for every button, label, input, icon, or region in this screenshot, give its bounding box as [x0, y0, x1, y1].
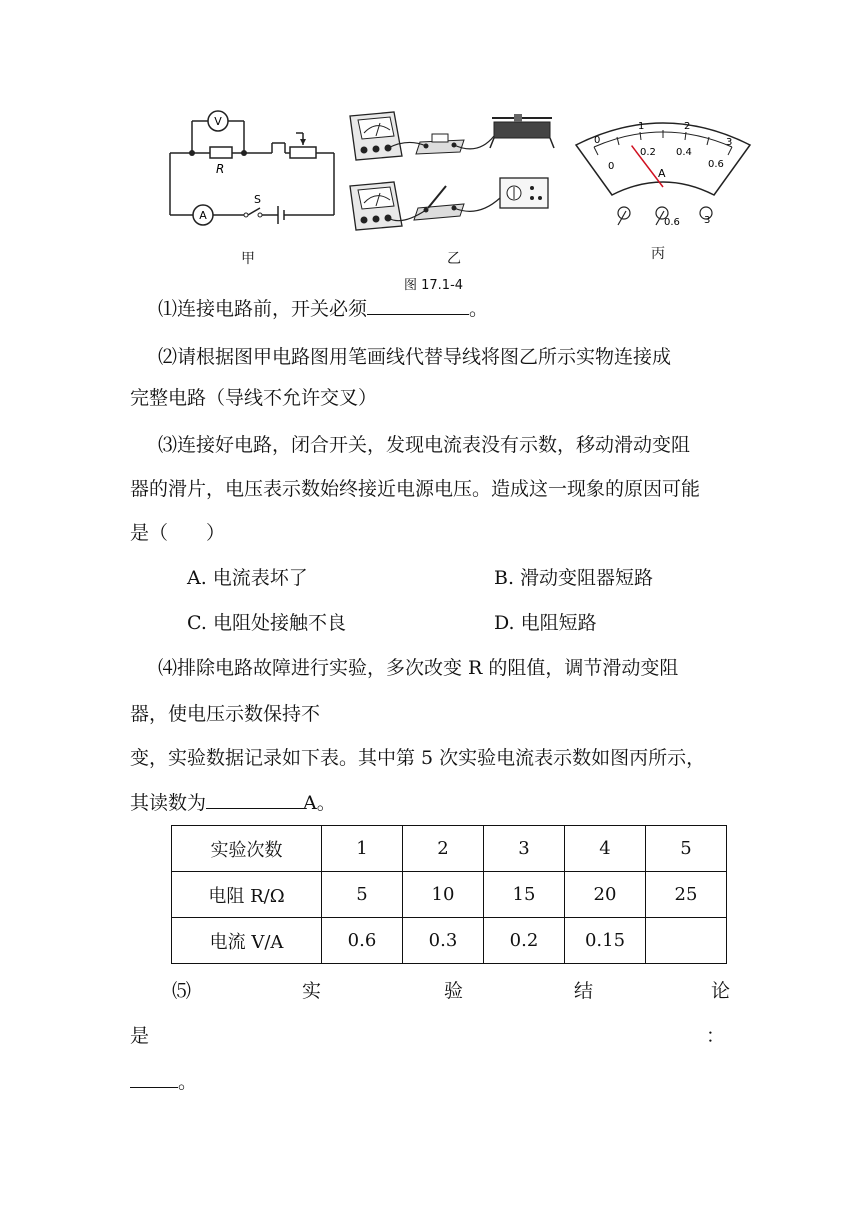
- table-cell: 10: [403, 872, 484, 918]
- terminal-label-3: 3: [704, 215, 711, 226]
- question-4-line-4: 其读数为 A。: [130, 792, 336, 814]
- resistor-label: R: [216, 162, 225, 176]
- physical-components-yi: [342, 108, 557, 240]
- question-2-line-2: 完整电路（导线不允许交叉）: [130, 387, 378, 409]
- table-cell: 0.3: [403, 918, 484, 964]
- row-header: 实验次数: [172, 826, 322, 872]
- answer-blank-5: [130, 1069, 178, 1088]
- rheostat-device: [490, 114, 554, 148]
- question-5-line-3: 。: [130, 1069, 197, 1094]
- table-cell: 5: [322, 872, 403, 918]
- table-cell: 3: [484, 826, 565, 872]
- table-cell: 25: [646, 872, 727, 918]
- question-5-char-5: 论: [711, 980, 731, 1002]
- table-cell: 1: [322, 826, 403, 872]
- figure-label-jia: 甲: [241, 251, 255, 267]
- table-cell: 20: [565, 872, 646, 918]
- dial-bottom-tick-0.4: 0.4: [676, 147, 692, 158]
- figure-label-yi: 乙: [447, 251, 461, 267]
- question-5-char-3: 验: [444, 980, 464, 1002]
- question-3-line-2: 器的滑片，电压表示数始终接近电源电压。造成这一现象的原因可能: [130, 478, 701, 500]
- junction-dot: [241, 150, 247, 156]
- ammeter-dial-bing: [568, 103, 758, 233]
- answer-blank-1: [367, 296, 469, 315]
- table-cell: 0.15: [565, 918, 646, 964]
- table-cell: 4: [565, 826, 646, 872]
- figure-label-bing: 丙: [651, 246, 665, 262]
- row-header: 电阻 R/Ω: [172, 872, 322, 918]
- terminal-label-0.6: 0.6: [664, 217, 680, 228]
- table-cell: 15: [484, 872, 565, 918]
- table-cell: 5: [646, 826, 727, 872]
- dial-unit: A: [658, 167, 666, 180]
- ammeter-device: [350, 182, 402, 230]
- option-d: D. 电阻短路: [494, 612, 597, 634]
- question-5-line-2-end: ：: [706, 1025, 726, 1047]
- option-c: C. 电阻处接触不良: [187, 612, 346, 634]
- figure-caption: 图 17.1-4: [404, 278, 464, 293]
- voltmeter-symbol: V: [214, 115, 222, 128]
- table-cell: 0.6: [322, 918, 403, 964]
- question-1: ⑴连接电路前，开关必须 。: [158, 298, 489, 320]
- row-header: 电流 V/A: [172, 918, 322, 964]
- switch-label: S: [254, 193, 261, 206]
- table-cell: [646, 918, 727, 964]
- option-b: B. 滑动变阻器短路: [494, 567, 654, 589]
- switch-device: [414, 186, 464, 220]
- question-5-line-2-start: 是: [130, 1025, 150, 1047]
- question-1-text: ⑴连接电路前，开关必须: [158, 298, 368, 320]
- question-4-line-2: 器，使电压示数保持不: [130, 703, 321, 725]
- table-row: [172, 826, 727, 872]
- circuit-diagram-jia: [160, 105, 345, 230]
- question-3-line-1: ⑶连接好电路，闭合开关，发现电流表没有示数，移动滑动变阻: [158, 434, 691, 456]
- dial-bottom-tick-0.6: 0.6: [708, 159, 724, 170]
- question-3-line-3: 是（ ）: [130, 522, 226, 544]
- question-4-line-3: 变，实验数据记录如下表。其中第 5 次实验电流表示数如图丙所示，: [130, 747, 706, 769]
- ammeter-symbol: A: [199, 209, 207, 222]
- dial-top-tick-3: 3: [726, 137, 733, 148]
- dial-top-tick-2: 2: [684, 121, 691, 132]
- question-5-char-4: 结: [574, 980, 594, 1002]
- table-cell: 0.2: [484, 918, 565, 964]
- answer-blank-4: [206, 790, 303, 809]
- power-supply-device: [500, 178, 548, 208]
- dial-top-tick-0: 0: [594, 135, 601, 146]
- junction-dot: [189, 150, 195, 156]
- dial-bottom-tick-0.2: 0.2: [640, 147, 656, 158]
- resistor-device: [416, 134, 464, 154]
- data-table: [171, 825, 727, 964]
- question-5-char-2: 实: [302, 980, 322, 1002]
- table-cell: 2: [403, 826, 484, 872]
- voltmeter-device: [350, 112, 402, 160]
- question-5-char-1: ⑸: [172, 980, 192, 1002]
- option-a: A. 电流表坏了: [187, 567, 308, 589]
- dial-bottom-tick-0: 0: [608, 161, 615, 172]
- table-row: [172, 918, 727, 964]
- question-2-line-1: ⑵请根据图甲电路图用笔画线代替导线将图乙所示实物连接成: [158, 346, 672, 368]
- question-4-line-1: ⑷排除电路故障进行实验，多次改变 R 的阻值，调节滑动变阻: [158, 657, 679, 679]
- dial-top-tick-1: 1: [638, 121, 645, 132]
- table-row: [172, 872, 727, 918]
